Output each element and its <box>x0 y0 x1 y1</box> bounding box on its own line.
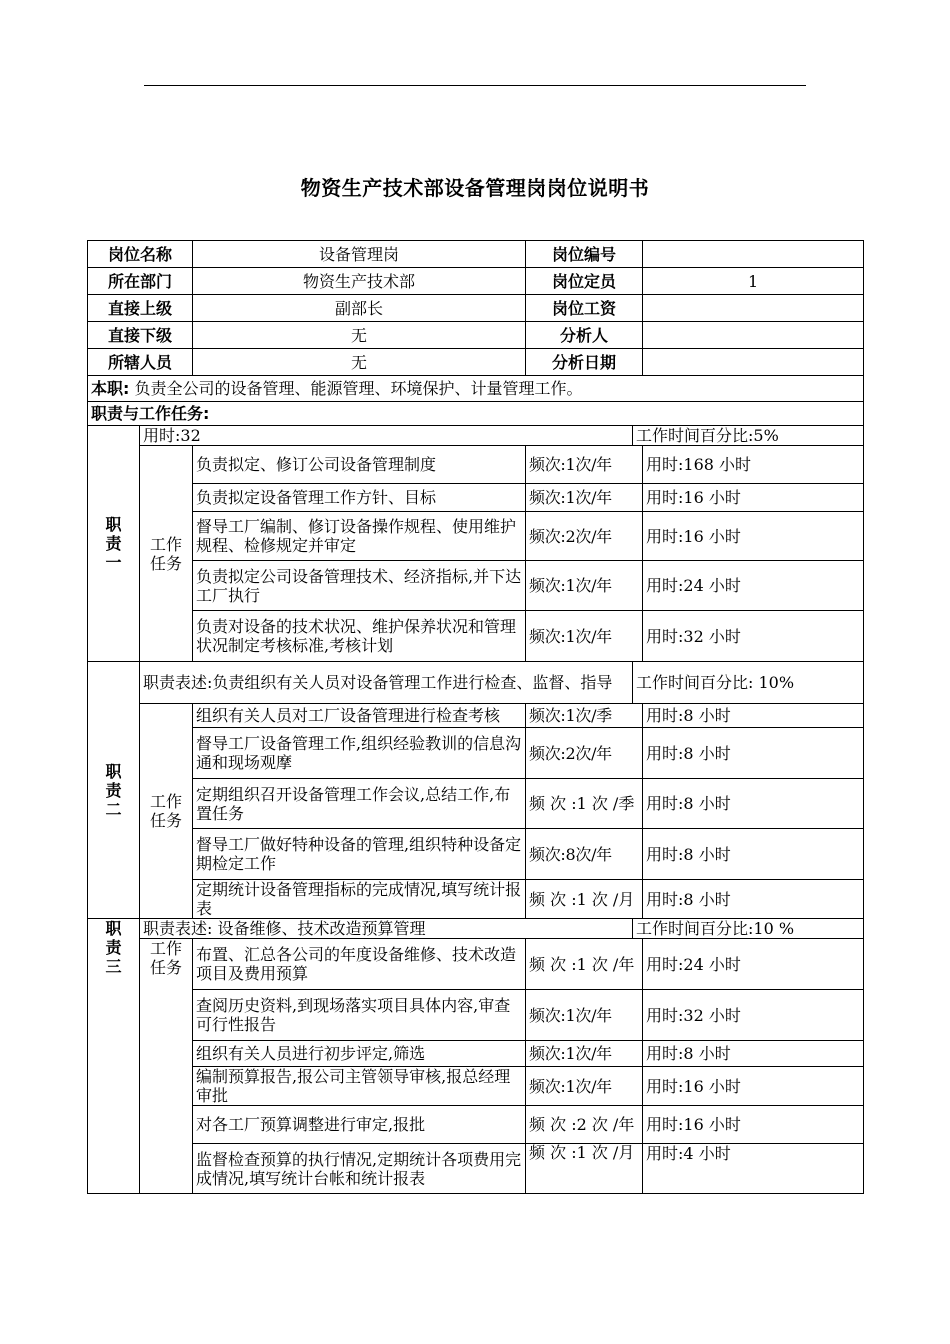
task-row <box>88 880 864 919</box>
info-row <box>88 241 864 268</box>
task-row <box>88 829 864 880</box>
task-freq: 频次:1次/年 <box>526 990 643 1041</box>
task-time: 用时:8 小时 <box>643 728 864 779</box>
header-rule <box>144 85 806 86</box>
task-time: 用时:16 小时 <box>643 1106 864 1144</box>
task-row <box>88 484 864 512</box>
task-time: 用时:8 小时 <box>643 704 864 728</box>
value-salary <box>643 295 864 322</box>
task-text: 督导工厂设备管理工作,组织经验教训的信息沟通和现场观摩 <box>193 728 526 779</box>
task-time: 用时:24 小时 <box>643 939 864 990</box>
task-text: 对各工厂预算调整进行审定,报批 <box>193 1106 526 1144</box>
value-analyst <box>643 322 864 349</box>
main-duty <box>88 376 864 402</box>
task-freq: 频次:1次/年 <box>526 446 643 484</box>
task-row <box>88 704 864 728</box>
label-salary: 岗位工资 <box>526 295 643 322</box>
duty-1-label: 职 责 一 <box>88 426 140 662</box>
label-staff: 所辖人员 <box>88 349 193 376</box>
info-row <box>88 322 864 349</box>
duty-desc-row <box>88 426 864 446</box>
task-time: 用时:8 小时 <box>643 829 864 880</box>
task-row <box>88 728 864 779</box>
task-text: 负责拟定公司设备管理技术、经济指标,并下达工厂执行 <box>193 561 526 611</box>
task-text: 负责对设备的技术状况、维护保养状况和管理状况制定考核标准,考核计划 <box>193 611 526 662</box>
task-freq: 频次:1次/季 <box>526 704 643 728</box>
duty-1-task-label: 工作 任务 <box>140 446 193 662</box>
task-text: 编制预算报告,报公司主管领导审核,报总经理审批 <box>193 1067 526 1106</box>
task-time: 用时:8 小时 <box>643 779 864 829</box>
task-row <box>88 1106 864 1144</box>
task-time: 用时:16 小时 <box>643 484 864 512</box>
task-freq: 频次:1次/年 <box>526 484 643 512</box>
value-position-code <box>643 241 864 268</box>
duty-3-task-label: 工作 任务 <box>140 939 193 1194</box>
task-freq: 频次:2次/年 <box>526 512 643 561</box>
label-analysis-date: 分析日期 <box>526 349 643 376</box>
duty-3-pct: 工作时间百分比:10 % <box>633 919 864 939</box>
duty-desc-row <box>88 662 864 704</box>
main-duty-label: 本职: <box>91 379 130 398</box>
duty-1-pct: 工作时间百分比:5% <box>633 426 864 446</box>
task-time: 用时:8 小时 <box>643 880 864 919</box>
label-position-code: 岗位编号 <box>526 241 643 268</box>
duty-2-desc: 职责表述:负责组织有关人员对设备管理工作进行检查、监督、指导 <box>140 662 633 704</box>
duty-3-label: 职 责 三 <box>88 919 140 1194</box>
duty-1-desc: 用时:32 <box>140 426 633 446</box>
value-department: 物资生产技术部 <box>193 268 526 295</box>
label-superior: 直接上级 <box>88 295 193 322</box>
task-text: 负责拟定设备管理工作方针、目标 <box>193 484 526 512</box>
task-row <box>88 1067 864 1106</box>
label-department: 所在部门 <box>88 268 193 295</box>
task-row <box>88 1144 864 1194</box>
task-time: 用时:32 小时 <box>643 611 864 662</box>
task-freq: 频次:1次/年 <box>526 561 643 611</box>
task-text: 查阅历史资料,到现场落实项目具体内容,审查可行性报告 <box>193 990 526 1041</box>
page-title: 物资生产技术部设备管理岗岗位说明书 <box>300 176 650 200</box>
task-time: 用时:8 小时 <box>643 1041 864 1067</box>
task-time: 用时:16 小时 <box>643 1067 864 1106</box>
duty-3-desc: 职责表述: 设备维修、技术改造预算管理 <box>140 919 633 939</box>
task-row <box>88 990 864 1041</box>
task-freq: 频次:2次/年 <box>526 728 643 779</box>
task-text: 布置、汇总各公司的年度设备维修、技术改造项目及费用预算 <box>193 939 526 990</box>
info-row <box>88 295 864 322</box>
task-text: 督导工厂做好特种设备的管理,组织特种设备定期检定工作 <box>193 829 526 880</box>
info-row <box>88 268 864 295</box>
value-position-name: 设备管理岗 <box>193 241 526 268</box>
task-time: 用时:16 小时 <box>643 512 864 561</box>
task-text: 定期组织召开设备管理工作会议,总结工作,布置任务 <box>193 779 526 829</box>
task-text: 负责拟定、修订公司设备管理制度 <box>193 446 526 484</box>
duties-header-row <box>88 402 864 426</box>
job-description-table <box>87 240 864 1194</box>
duty-2-task-label: 工作 任务 <box>140 704 193 919</box>
main-duty-row <box>88 376 864 402</box>
duty-2-pct: 工作时间百分比: 10% <box>633 662 864 704</box>
info-row <box>88 349 864 376</box>
label-headcount: 岗位定员 <box>526 268 643 295</box>
task-text: 监督检查预算的执行情况,定期统计各项费用完成情况,填写统计台帐和统计报表 <box>193 1144 526 1194</box>
label-subordinate: 直接下级 <box>88 322 193 349</box>
task-freq: 频 次 :2 次 /年 <box>526 1106 643 1144</box>
task-freq: 频次:1次/年 <box>526 1041 643 1067</box>
task-row <box>88 561 864 611</box>
duty-desc-row <box>88 919 864 939</box>
task-time: 用时:32 小时 <box>643 990 864 1041</box>
main-duty-text: 负责全公司的设备管理、能源管理、环境保护、计量管理工作。 <box>134 379 583 398</box>
task-row <box>88 446 864 484</box>
task-row <box>88 1041 864 1067</box>
task-freq: 频 次 :1 次 /月 <box>526 880 643 919</box>
task-freq: 频 次 :1 次 /年 <box>526 939 643 990</box>
value-headcount: 1 <box>643 268 864 295</box>
task-row <box>88 939 864 990</box>
task-row <box>88 779 864 829</box>
task-freq: 频次:1次/年 <box>526 611 643 662</box>
task-text: 组织有关人员进行初步评定,筛选 <box>193 1041 526 1067</box>
task-row <box>88 611 864 662</box>
task-text: 督导工厂编制、修订设备操作规程、使用维护规程、检修规定并审定 <box>193 512 526 561</box>
value-superior: 副部长 <box>193 295 526 322</box>
duty-2-label: 职 责 二 <box>88 662 140 919</box>
label-analyst: 分析人 <box>526 322 643 349</box>
label-position-name: 岗位名称 <box>88 241 193 268</box>
value-subordinate: 无 <box>193 322 526 349</box>
task-freq: 频次:1次/年 <box>526 1067 643 1106</box>
task-freq: 频次:8次/年 <box>526 829 643 880</box>
task-time: 用时:4 小时 <box>643 1144 864 1194</box>
task-freq: 频 次 :1 次 /月 <box>526 1144 643 1194</box>
duties-header: 职责与工作任务: <box>88 402 864 426</box>
task-text: 定期统计设备管理指标的完成情况,填写统计报表 <box>193 880 526 919</box>
task-row <box>88 512 864 561</box>
task-text: 组织有关人员对工厂设备管理进行检查考核 <box>193 704 526 728</box>
value-analysis-date <box>643 349 864 376</box>
task-time: 用时:168 小时 <box>643 446 864 484</box>
task-freq: 频 次 :1 次 /季 <box>526 779 643 829</box>
task-time: 用时:24 小时 <box>643 561 864 611</box>
value-staff: 无 <box>193 349 526 376</box>
